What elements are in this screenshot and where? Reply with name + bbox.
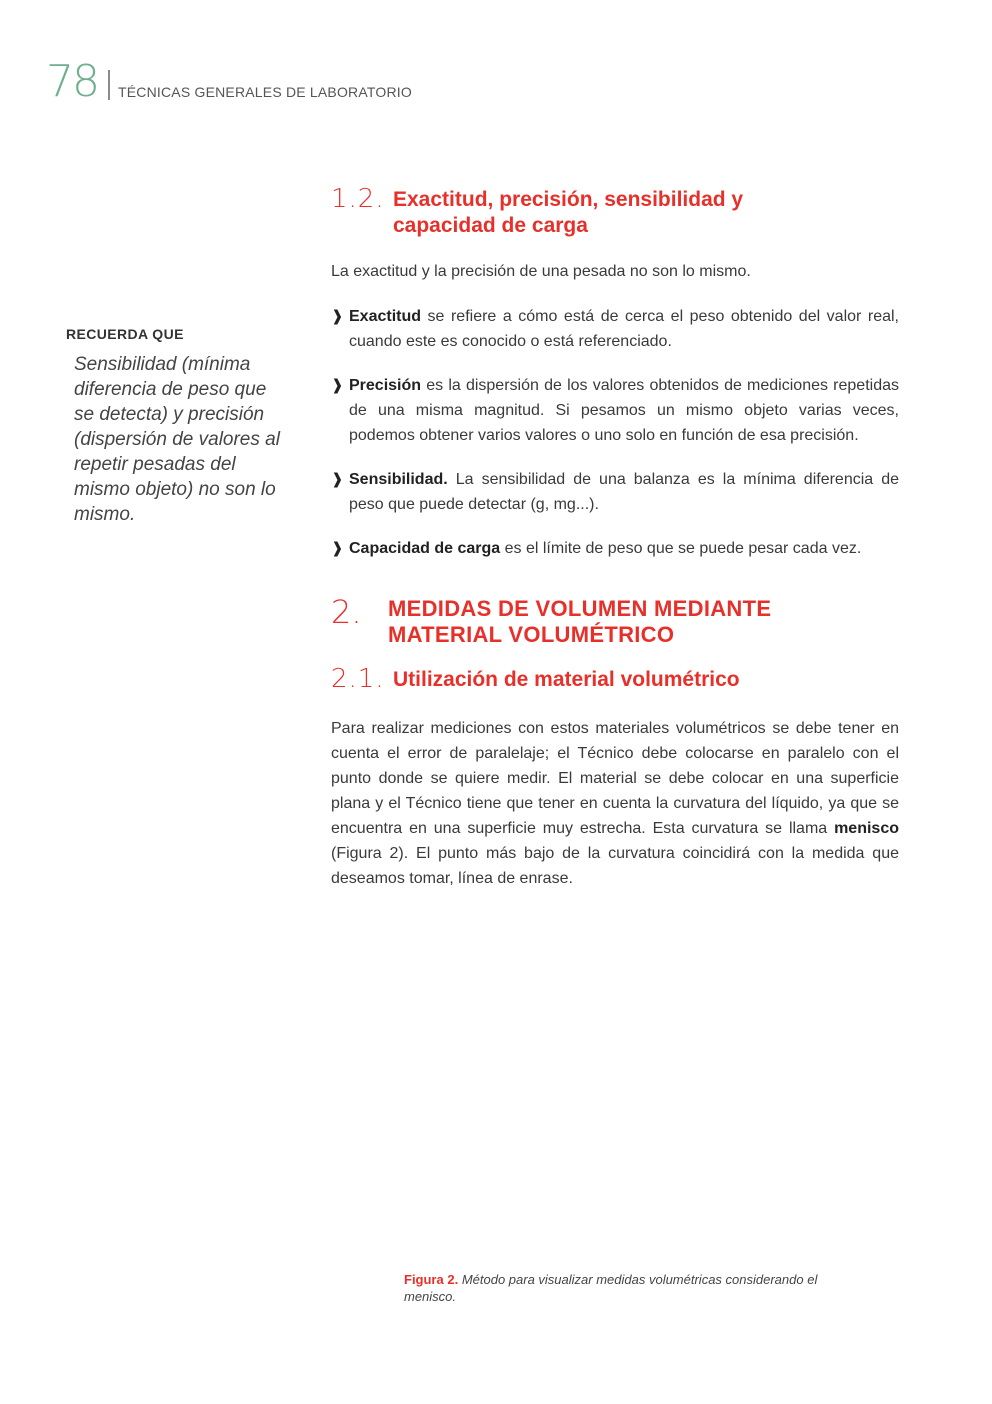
definition: La sensibilidad de una balanza es la mínima diferencia de peso que puede detectar (g, mg...). — [349, 471, 899, 513]
term: Sensibilidad. — [349, 471, 448, 488]
term: Exactitud — [349, 308, 422, 325]
bullet-list — [331, 304, 899, 561]
bullet-icon: ❱ — [331, 471, 344, 488]
section-number: 2. — [331, 593, 362, 631]
section-title-line: Exactitud, precisión, sensibilidad y — [393, 188, 744, 211]
term-menisco: menisco — [834, 820, 899, 837]
section-2-1-heading — [331, 664, 899, 694]
figure-caption-text: Método para visualizar medidas volumétricas considerando el menisco. — [404, 1272, 818, 1304]
section-title-line: MEDIDAS DE VOLUMEN MEDIANTE — [388, 596, 772, 621]
running-title: TÉCNICAS GENERALES DE LABORATORIO — [118, 84, 412, 100]
page-number: 78 — [46, 56, 98, 107]
page-header — [46, 56, 412, 107]
definition: se refiere a cómo está de cerca el peso obtenido del valor real, cuando este es conocido o está referenciado. — [349, 308, 899, 350]
section-2-heading — [331, 593, 899, 648]
bullet-icon: ❱ — [331, 540, 344, 557]
term: Precisión — [349, 377, 422, 394]
section-title: Utilización de material volumétrico — [393, 668, 740, 691]
figure-label: Figura 2. — [404, 1272, 459, 1287]
list-item — [331, 467, 899, 517]
bullet-icon: ❱ — [331, 377, 344, 394]
list-item — [331, 304, 899, 354]
definition: es el límite de peso que se puede pesar cada vez. — [500, 540, 862, 557]
header-divider — [108, 70, 110, 100]
recuerda-title: RECUERDA QUE — [66, 326, 184, 342]
section-title-line: capacidad de carga — [393, 214, 588, 237]
section-number: 2.1. — [331, 664, 385, 694]
bullet-icon: ❱ — [331, 308, 344, 325]
intro-paragraph: La exactitud y la precisión de una pesada no son lo mismo. — [331, 263, 751, 280]
recuerda-box — [66, 326, 286, 527]
section-number: 1.2. — [331, 184, 385, 214]
body-paragraph: Para realizar mediciones con estos materiales volumétricos se debe tener en cuenta el error de paralelaje; el Técnico debe colocarse en paralelo con el punto donde se quiere medir. El material se debe colocar en una superficie plana y el Técnico tiene que tener en cuenta la curvatura del líquido, ya que se encuentra en una superficie muy estrecha. Esta curvatura se llama menisco (Figura 2). El punto más bajo de la curvatura coincidirá con la medida que deseamos tomar, línea de enrase. — [331, 720, 899, 887]
section-title-line: MATERIAL VOLUMÉTRICO — [388, 622, 675, 647]
list-item — [331, 373, 899, 448]
definition: es la dispersión de los valores obtenidos de mediciones repetidas de una misma magnitud. Si pesamos un mismo objeto varias veces, podemos obtener varios valores o uno solo en función de esa precisión. — [349, 377, 899, 444]
main-column — [331, 184, 899, 891]
recuerda-text: Sensibilidad (mínima diferencia de peso que se detecta) y precisión (dispersión de valores al repetir pesadas del mismo objeto) no son lo mismo. — [74, 354, 280, 525]
list-item — [331, 536, 899, 561]
section-1-2-heading — [331, 184, 899, 239]
term: Capacidad de carga — [349, 540, 501, 557]
figure-caption — [404, 1271, 834, 1305]
